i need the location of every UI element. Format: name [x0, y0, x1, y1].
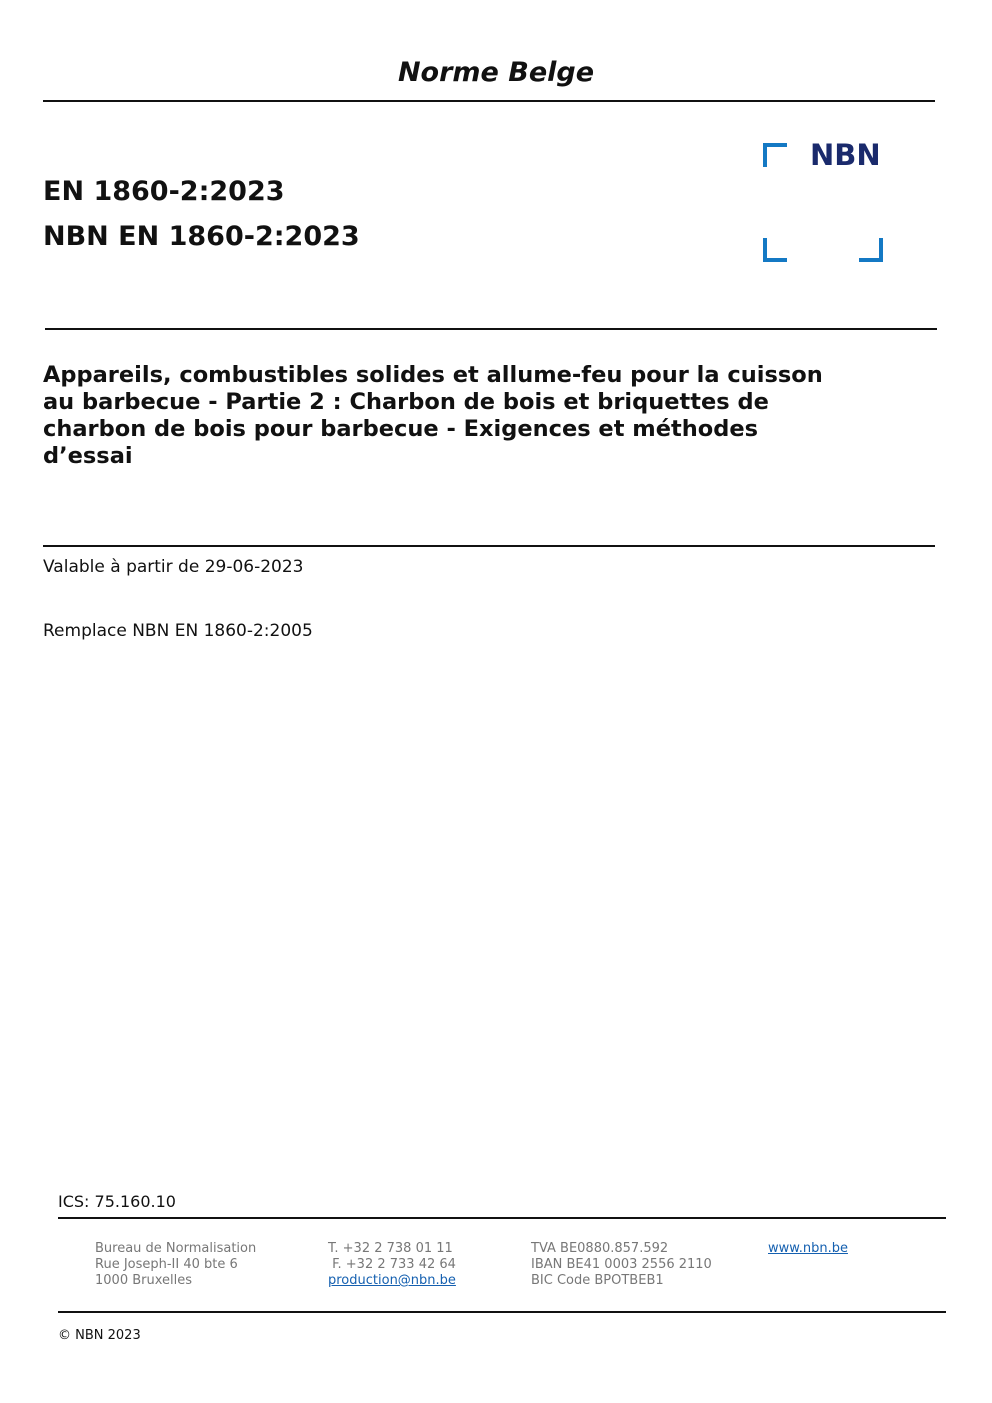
website-link[interactable]: www.nbn.be	[768, 1241, 848, 1256]
document-title-line: au barbecue - Partie 2 : Charbon de bois et briquettes de	[43, 389, 769, 415]
logo-corner-bottom-left	[763, 238, 787, 262]
title-divider-bottom	[43, 545, 935, 547]
email-link[interactable]: production@nbn.be	[328, 1273, 456, 1288]
header-divider	[43, 100, 935, 102]
logo-corner-bottom-right	[859, 238, 883, 262]
document-title-line: Appareils, combustibles solides et allume-feu pour la cuisson	[43, 362, 823, 388]
nbn-logo	[760, 140, 886, 264]
valid-from-date: Valable à partir de 29-06-2023	[43, 557, 304, 577]
nbn-standard-number: NBN EN 1860-2:2023	[43, 221, 360, 252]
logo-text: NBN	[810, 138, 881, 172]
fax-number: F. +32 2 733 42 64	[328, 1257, 456, 1272]
copyright-notice: © NBN 2023	[58, 1328, 141, 1343]
address-line: 1000 Bruxelles	[95, 1273, 193, 1288]
iban-number: IBAN BE41 0003 2556 2110	[531, 1257, 712, 1272]
bic-code: BIC Code BPOTBEB1	[531, 1273, 664, 1288]
address-line: Bureau de Normalisation	[95, 1241, 257, 1256]
footer-bank-details	[531, 1241, 712, 1289]
document-title	[43, 362, 883, 470]
footer-website	[768, 1241, 848, 1257]
footer-divider-bottom	[58, 1311, 946, 1313]
footer-divider-top	[58, 1217, 946, 1219]
footer-contact	[328, 1241, 456, 1289]
ics-code: ICS: 75.160.10	[58, 1192, 176, 1211]
document-title-line: charbon de bois pour barbecue - Exigences et méthodes	[43, 416, 758, 442]
page-header-title: Norme Belge	[397, 57, 595, 88]
logo-corner-top-left	[763, 143, 787, 167]
title-divider-top	[45, 328, 937, 330]
document-title-line: d’essai	[43, 443, 133, 469]
address-line: Rue Joseph-II 40 bte 6	[95, 1257, 238, 1272]
phone-number: T. +32 2 738 01 11	[328, 1241, 453, 1256]
en-standard-number: EN 1860-2:2023	[43, 176, 285, 207]
replaces-standard: Remplace NBN EN 1860-2:2005	[43, 621, 313, 641]
footer-address	[95, 1241, 256, 1289]
vat-number: TVA BE0880.857.592	[531, 1241, 669, 1256]
